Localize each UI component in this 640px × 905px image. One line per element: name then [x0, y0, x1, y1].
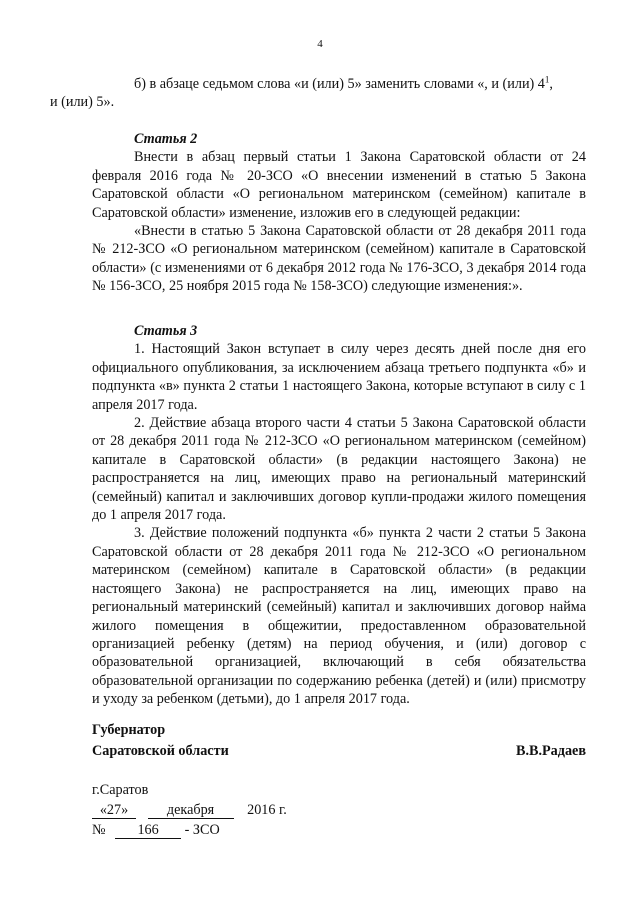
intro-line1: б) в абзаце седьмом слова «и (или) 5» заменить словами «, и (или) 4 — [134, 76, 545, 92]
footer-year: 2016 г. — [247, 802, 287, 818]
signature-title-line1: Губернатор — [92, 722, 166, 738]
article-3-paragraph-1: 1. Настоящий Закон вступает в силу через десять дней после дня его официального опубликования, за исключением абзаца третьего подпункта «б» и подпункта «в» пункта 2 статьи 1 настоящего Закона, которые вступают в силу с 1 апреля 2017 года. — [92, 341, 586, 413]
article-2 — [92, 130, 586, 296]
footer-month: декабря — [148, 803, 234, 819]
signature-title-line2: Саратовской области — [92, 743, 229, 759]
intro-line1-end: , — [549, 76, 553, 92]
intro-line2: и (или) 5». — [50, 94, 115, 111]
article-3 — [92, 322, 586, 709]
footer-number-value: 166 — [115, 823, 181, 839]
signature-block — [92, 720, 586, 762]
article-2-paragraph-2: «Внести в статью 5 Закона Саратовской области от 28 декабря 2011 года № 212-ЗСО «О региональном материнском (семейном) капитале в Саратовской области» (с изменениями от 6 декабря 2012 года № 176-ЗСО, 3 декабря 2014 года № 156-ЗСО, 25 ноября 2015 года № 158-ЗСО) следующие изменения:». — [92, 223, 586, 295]
footer-day: 27 — [106, 802, 122, 818]
intro-paragraph — [50, 74, 586, 112]
footer-quote-open: « — [99, 802, 107, 818]
footer-number-suffix: - ЗСО — [184, 822, 220, 838]
article-2-paragraph-1: Внести в абзац первый статьи 1 Закона Саратовской области от 24 февраля 2016 года № 20-ЗСО «О внесении изменений в статью 5 Закона Саратовской области «О региональном материнском (семейном) капитале в Саратовской области» изменение, изложив его в следующей редакции: — [92, 149, 586, 221]
footer-number-sign: № — [92, 822, 106, 838]
page-number: 4 — [317, 38, 323, 50]
footer-block — [92, 780, 287, 840]
signature-row — [92, 741, 586, 762]
article-2-heading: Статья 2 — [134, 131, 198, 147]
footer-quote-close: » — [121, 802, 129, 818]
intro-block — [50, 74, 586, 112]
intro-superscript: 1 — [544, 74, 550, 85]
footer-day-field — [92, 803, 136, 819]
footer-date — [92, 800, 287, 820]
footer-city: г.Саратов — [92, 782, 149, 798]
article-3-heading: Статья 3 — [134, 323, 198, 339]
footer-number — [92, 820, 287, 840]
article-3-paragraph-2: 2. Действие абзаца второго части 4 статьи 5 Закона Саратовской области от 28 декабря 2011 года № 212-ЗСО «О региональном материнском (семейном) капитале в Саратовской области» (в редакции настоящего Закона) не распространяется на лиц, имеющих право на региональный материнский (семейный) капитал и заключивших договор купли-продажи жилого помещения до 1 апреля 2017 года. — [92, 415, 586, 524]
article-3-paragraph-3: 3. Действие положений подпункта «б» пункта 2 части 2 статьи 5 Закона Саратовской области от 28 декабря 2011 года № 212-ЗСО «О региональном материнском (семейном) капитале в Саратовской области» (в редакции настоящего Закона) не распространяется на лиц, имеющих право на региональный материнский (семейный) капитал и заключивших договор найма жилого помещения в общежитии, предоставленном образовательной организацией ребенку (детям) на период обучения, и (или) договор с образовательной организацией, включающий в себя обязательства образовательной организации по содержанию ребенка (детей) и (или) присмотру и уходу за ребенком (детьми), до 1 апреля 2017 года. — [92, 525, 586, 708]
signatory-name: В.В.Радаев — [515, 743, 586, 759]
